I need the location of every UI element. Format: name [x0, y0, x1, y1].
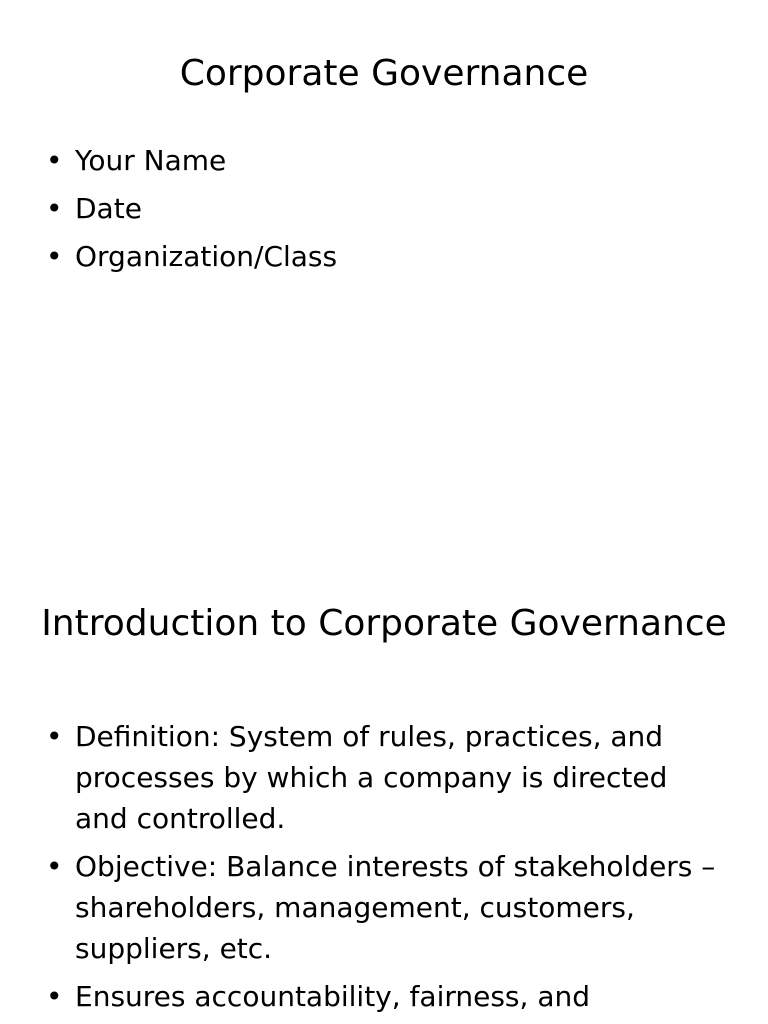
- slide-2-bullet-list: [46, 716, 726, 1024]
- bullet-dot-icon: •: [46, 850, 63, 883]
- bullet-text: Your Name: [75, 144, 227, 177]
- bullet-dot-icon: •: [46, 720, 63, 753]
- slide-1-title: Corporate Governance: [179, 53, 589, 94]
- bullet-objective: [46, 846, 726, 969]
- bullet-text: Definition: System of rules, practices, and processes by which a company is directed and controlled.: [75, 720, 668, 835]
- bullet-accountability: [46, 976, 726, 1017]
- bullet-text: Organization/Class: [75, 240, 338, 273]
- bullet-dot-icon: •: [46, 240, 63, 273]
- bullet-your-name: [46, 140, 726, 181]
- bullet-definition: [46, 716, 726, 839]
- bullet-dot-icon: •: [46, 980, 63, 1013]
- slide-1-bullet-list: [46, 140, 726, 284]
- slide-introduction: [0, 576, 768, 1024]
- slide-2-title: Introduction to Corporate Governance: [41, 603, 727, 644]
- bullet-text: Ensures accountability, fairness, and: [75, 980, 590, 1013]
- bullet-text: Date: [75, 192, 142, 225]
- bullet-organization: [46, 236, 726, 277]
- bullet-date: [46, 188, 726, 229]
- bullet-dot-icon: •: [46, 144, 63, 177]
- bullet-dot-icon: •: [46, 192, 63, 225]
- bullet-text: Objective: Balance interests of stakeholders – shareholders, management, customers, suppliers, etc.: [75, 850, 716, 965]
